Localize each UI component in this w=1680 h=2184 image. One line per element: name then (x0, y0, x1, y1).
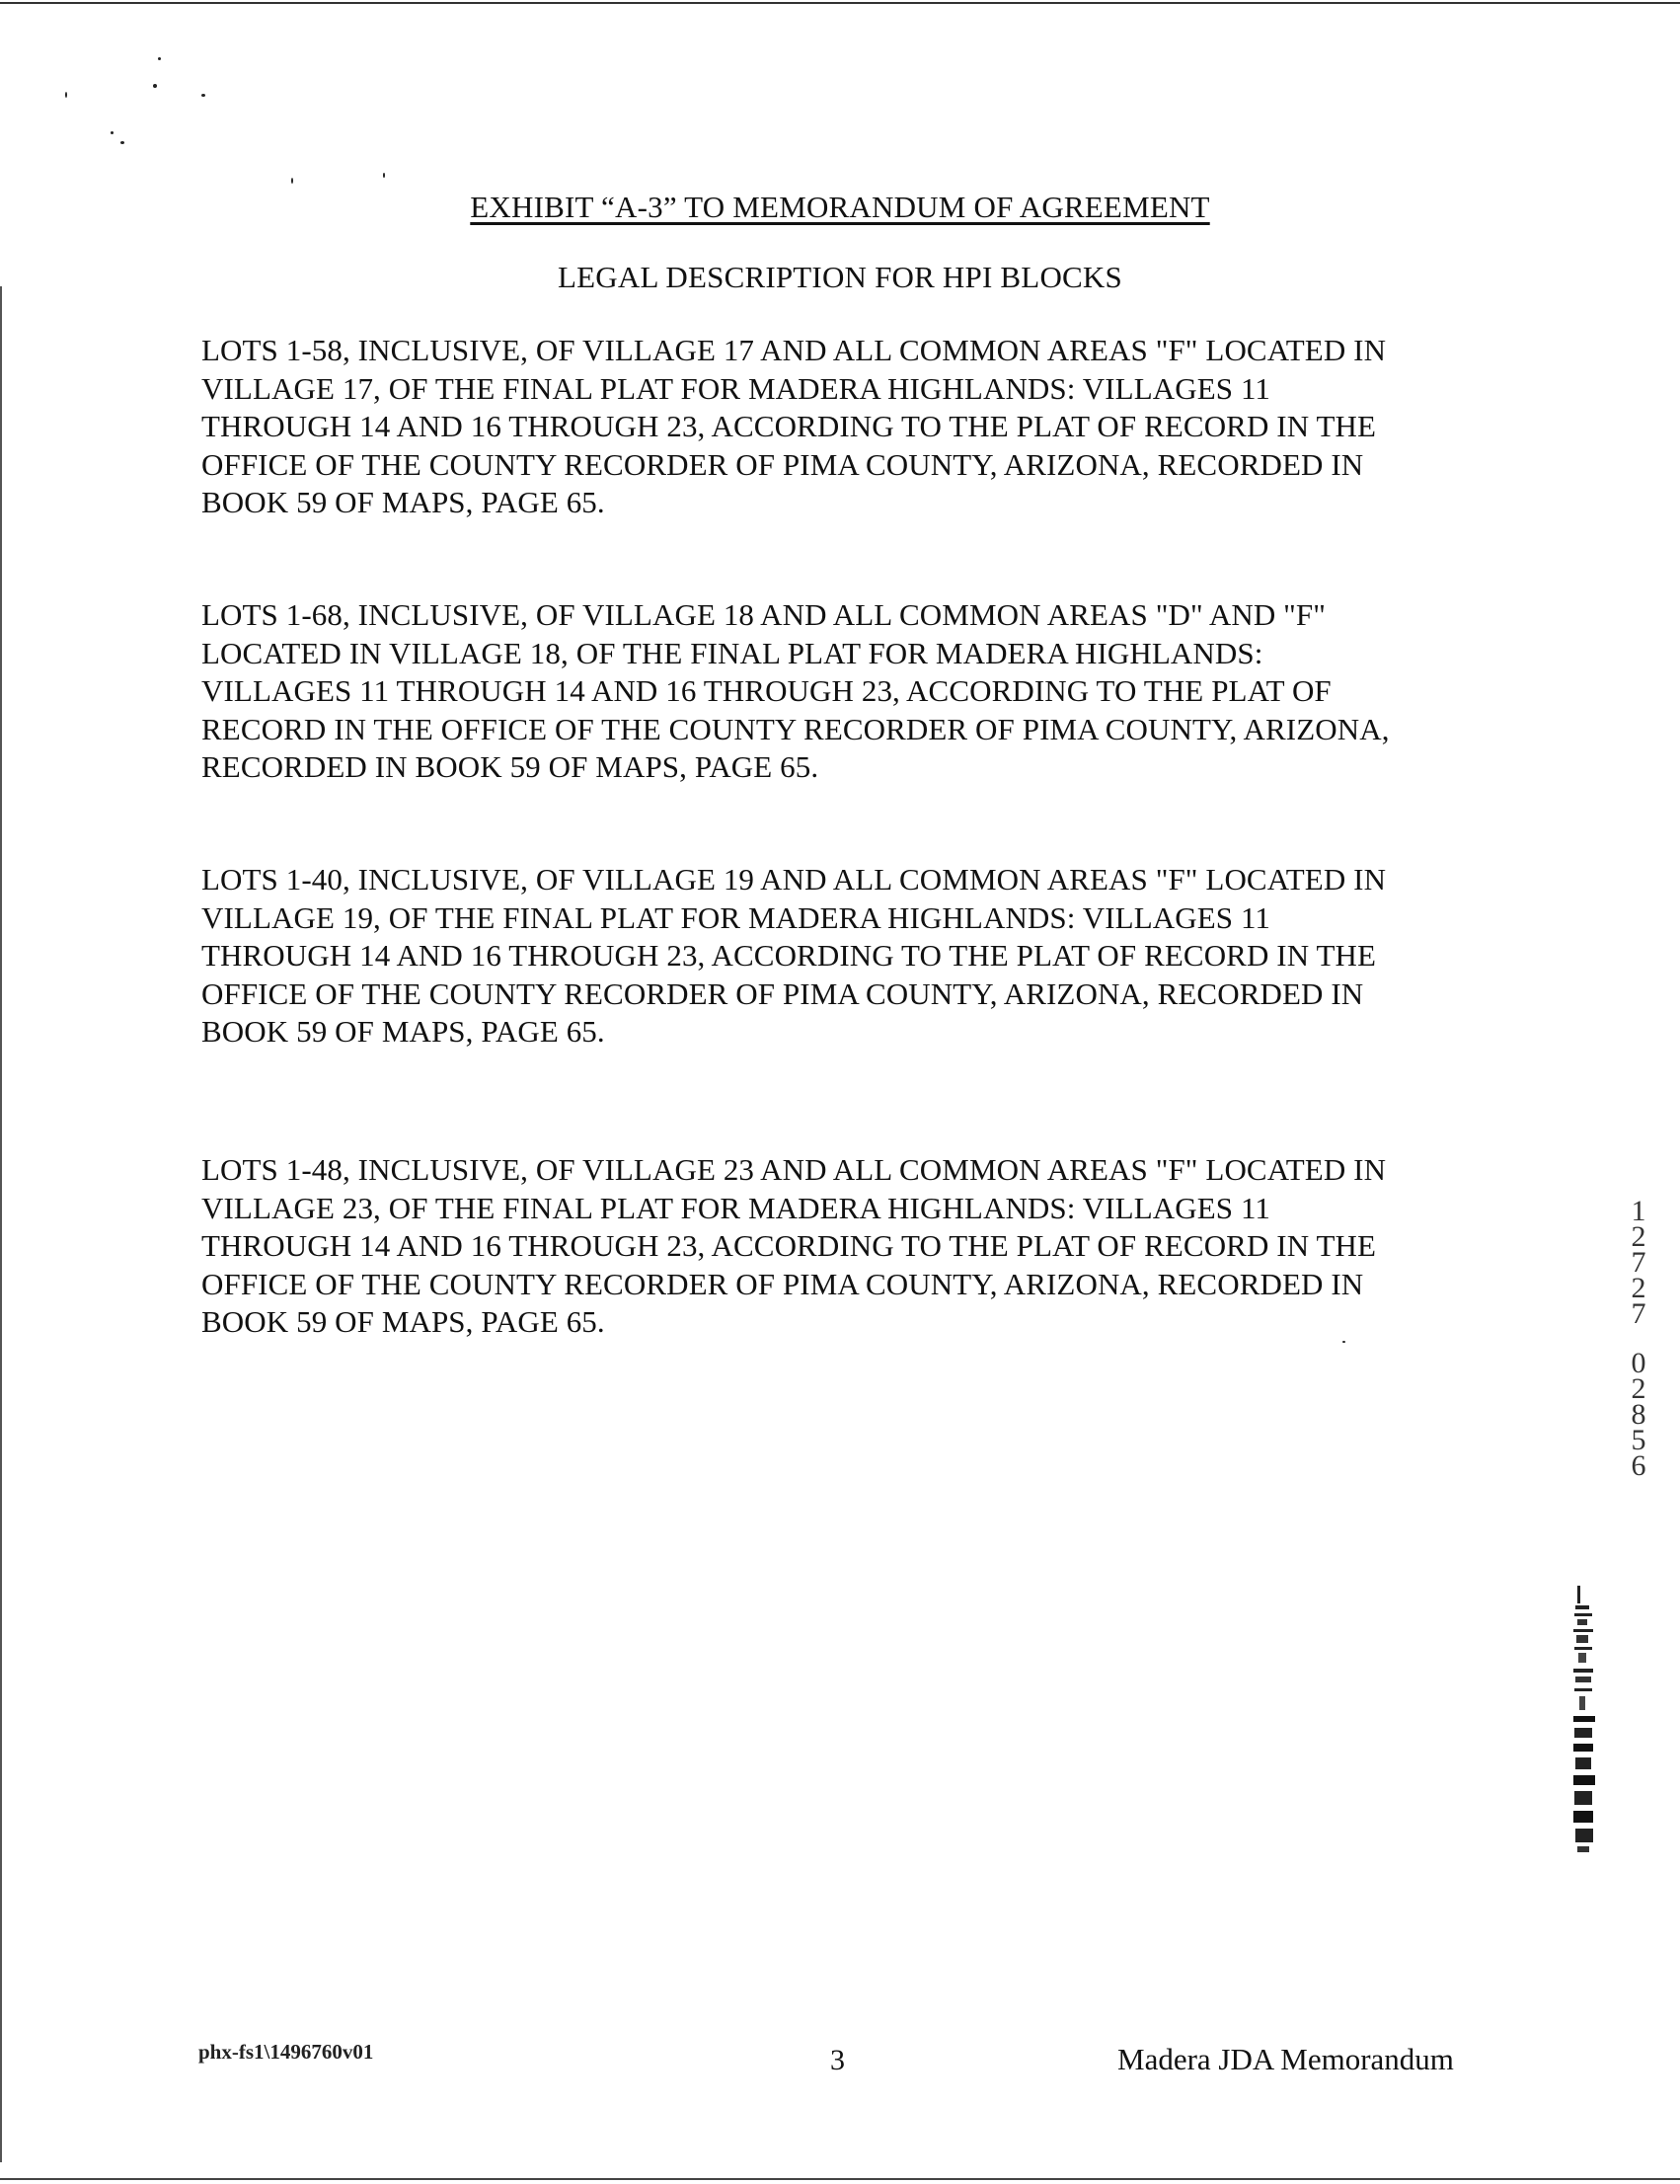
paragraph-line: THROUGH 14 AND 16 THROUGH 23, ACCORDING TO THE PLAT OF RECORD IN THE (201, 938, 1377, 974)
paragraph-line: RECORD IN THE OFFICE OF THE COUNTY RECORDER OF PIMA COUNTY, ARIZONA, (201, 711, 1390, 746)
recording-digit: 1 (1631, 1195, 1646, 1227)
recording-digit: 7 (1631, 1297, 1646, 1330)
recorder-stamp-mark (1571, 1586, 1597, 1854)
scan-speck (291, 178, 293, 184)
recording-digit: 7 (1631, 1246, 1646, 1279)
lot-description-paragraph (201, 596, 1514, 787)
paragraph-line: OFFICE OF THE COUNTY RECORDER OF PIMA COUNTY, ARIZONA, RECORDED IN (201, 975, 1364, 1011)
scan-speck (153, 84, 157, 88)
lot-description-paragraph (201, 332, 1514, 522)
legal-description-heading: LEGAL DESCRIPTION FOR HPI BLOCKS (558, 260, 1122, 294)
scan-edge-left (0, 286, 2, 2162)
scan-speck (120, 141, 124, 144)
paragraph-line: THROUGH 14 AND 16 THROUGH 23, ACCORDING TO THE PLAT OF RECORD IN THE (201, 409, 1377, 444)
paragraph-line: VILLAGE 17, OF THE FINAL PLAT FOR MADERA HIGHLANDS: VILLAGES 11 (201, 370, 1270, 406)
paragraph-line: BOOK 59 OF MAPS, PAGE 65. (201, 1014, 605, 1050)
paragraph-line: OFFICE OF THE COUNTY RECORDER OF PIMA COUNTY, ARIZONA, RECORDED IN (201, 446, 1364, 482)
scan-speck (65, 92, 67, 98)
scan-speck (201, 94, 205, 97)
paragraph-line: OFFICE OF THE COUNTY RECORDER OF PIMA COUNTY, ARIZONA, RECORDED IN (201, 1266, 1364, 1301)
paragraph-line: RECORDED IN BOOK 59 OF MAPS, PAGE 65. (201, 749, 819, 785)
paragraph-line: LOTS 1-48, INCLUSIVE, OF VILLAGE 23 AND ALL COMMON AREAS "F" LOCATED IN (201, 1152, 1387, 1187)
document-name: Madera JDA Memorandum (1117, 2042, 1454, 2076)
paragraph-line: VILLAGE 23, OF THE FINAL PLAT FOR MADERA HIGHLANDS: VILLAGES 11 (201, 1190, 1270, 1225)
document-id: phx-fs1\1496760v01 (198, 2040, 374, 2064)
paragraph-line: BOOK 59 OF MAPS, PAGE 65. (201, 485, 605, 520)
paragraph-line: LOTS 1-58, INCLUSIVE, OF VILLAGE 17 AND ALL COMMON AREAS "F" LOCATED IN (201, 333, 1387, 367)
recording-digit: 0 (1631, 1347, 1646, 1379)
paragraph-line: VILLAGE 19, OF THE FINAL PLAT FOR MADERA HIGHLANDS: VILLAGES 11 (201, 899, 1270, 935)
lot-description-paragraph (201, 861, 1514, 1052)
scan-edge-top (0, 2, 1680, 4)
recording-number (1627, 1195, 1650, 1482)
recording-digit: 2 (1631, 1372, 1646, 1405)
paragraph-line: LOCATED IN VILLAGE 18, OF THE FINAL PLAT FOR MADERA HIGHLANDS: (201, 635, 1263, 670)
recording-digit: 2 (1631, 1272, 1646, 1304)
paragraph-line: BOOK 59 OF MAPS, PAGE 65. (201, 1304, 605, 1340)
recording-digit: 5 (1631, 1424, 1646, 1456)
scan-speck (158, 57, 161, 60)
paragraph-line: LOTS 1-40, INCLUSIVE, OF VILLAGE 19 AND ALL COMMON AREAS "F" LOCATED IN (201, 862, 1387, 897)
paragraph-line: VILLAGES 11 THROUGH 14 AND 16 THROUGH 23, ACCORDING TO THE PLAT OF (201, 673, 1332, 709)
paragraph-line: LOTS 1-68, INCLUSIVE, OF VILLAGE 18 AND ALL COMMON AREAS "D" AND "F" (201, 597, 1327, 632)
paragraph-line: THROUGH 14 AND 16 THROUGH 23, ACCORDING TO THE PLAT OF RECORD IN THE (201, 1228, 1377, 1264)
recording-digit: 2 (1631, 1220, 1646, 1253)
scan-edge-bottom (0, 2178, 1680, 2180)
exhibit-title: EXHIBIT “A-3” TO MEMORANDUM OF AGREEMENT (470, 190, 1210, 224)
scan-speck (111, 131, 114, 134)
scan-speck (383, 173, 385, 178)
page-number: 3 (830, 2044, 845, 2076)
recording-digit: 8 (1631, 1398, 1646, 1431)
recording-digit: 6 (1631, 1449, 1646, 1482)
lot-description-paragraph (201, 1151, 1514, 1342)
